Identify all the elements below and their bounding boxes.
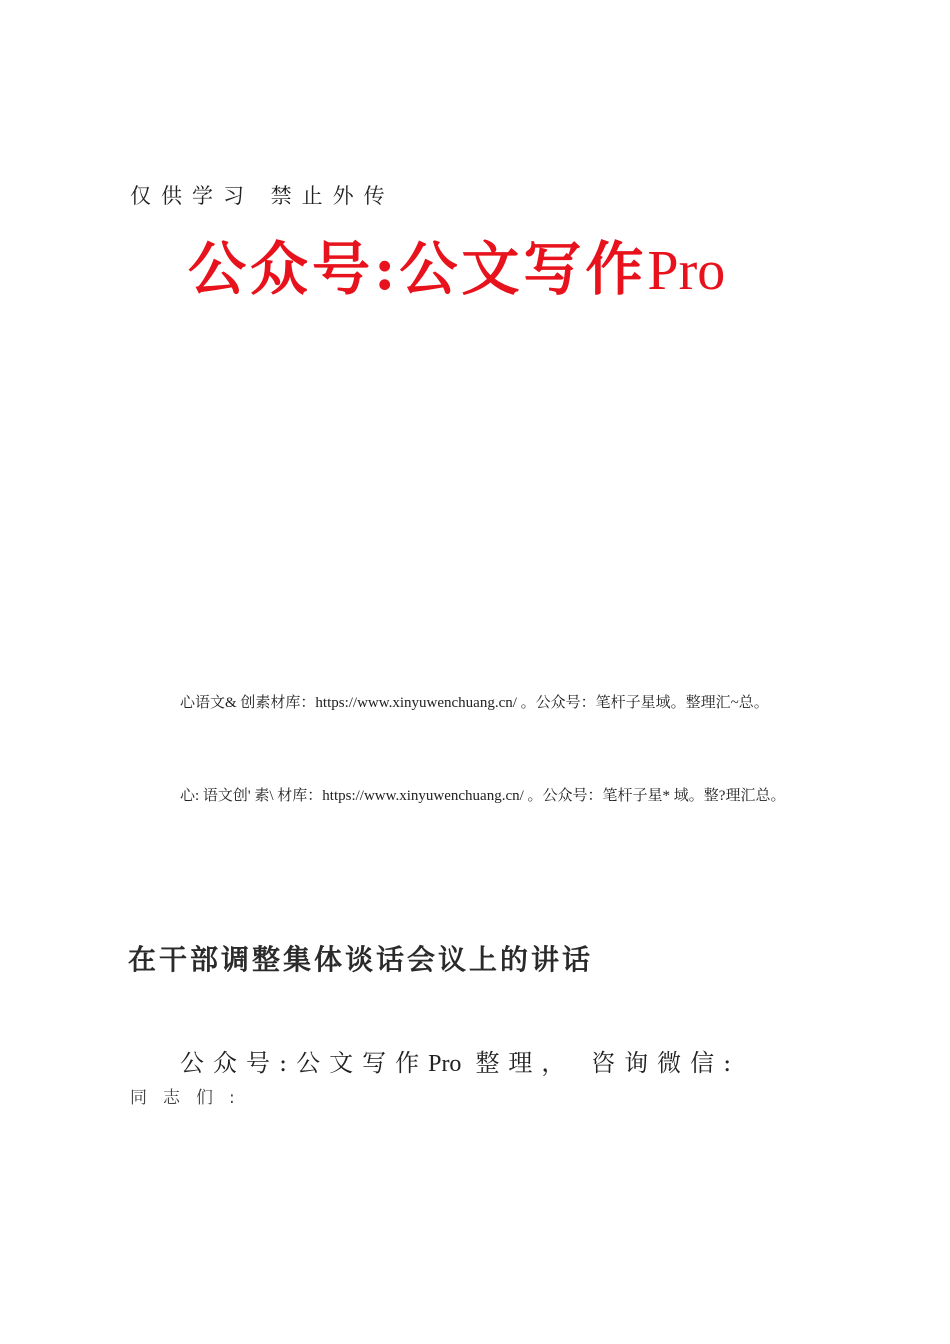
brand-cjk: 公众号:公文写作 (188, 235, 648, 303)
reference-paragraph-2: 心: 语文创' 素\ 材库：https://www.xinyuwenchuang.cn/ 。公众号：笔杆子星* 域。整?理汇总。 (180, 788, 786, 804)
brand-heading (188, 222, 725, 306)
document-title: 在干部调整集体谈话会议上的讲话 (128, 943, 594, 976)
credit-prefix: 公众号:公文写作 (180, 1049, 429, 1077)
credit-latin: Pro (428, 1051, 462, 1077)
credit-suffix: 整理， 咨询微信: (475, 1049, 741, 1077)
brand-latin: Pro (647, 240, 726, 302)
salutation: 同志们: (130, 1088, 251, 1108)
reference-paragraph-1: 心语文& 创素材库：https://www.xinyuwenchuang.cn/ 。公众号：笔杆子星域。整理汇~总。 (180, 695, 769, 711)
notice-text: 仅供学习 禁止外传 (130, 184, 395, 208)
credit-line (180, 1043, 740, 1078)
